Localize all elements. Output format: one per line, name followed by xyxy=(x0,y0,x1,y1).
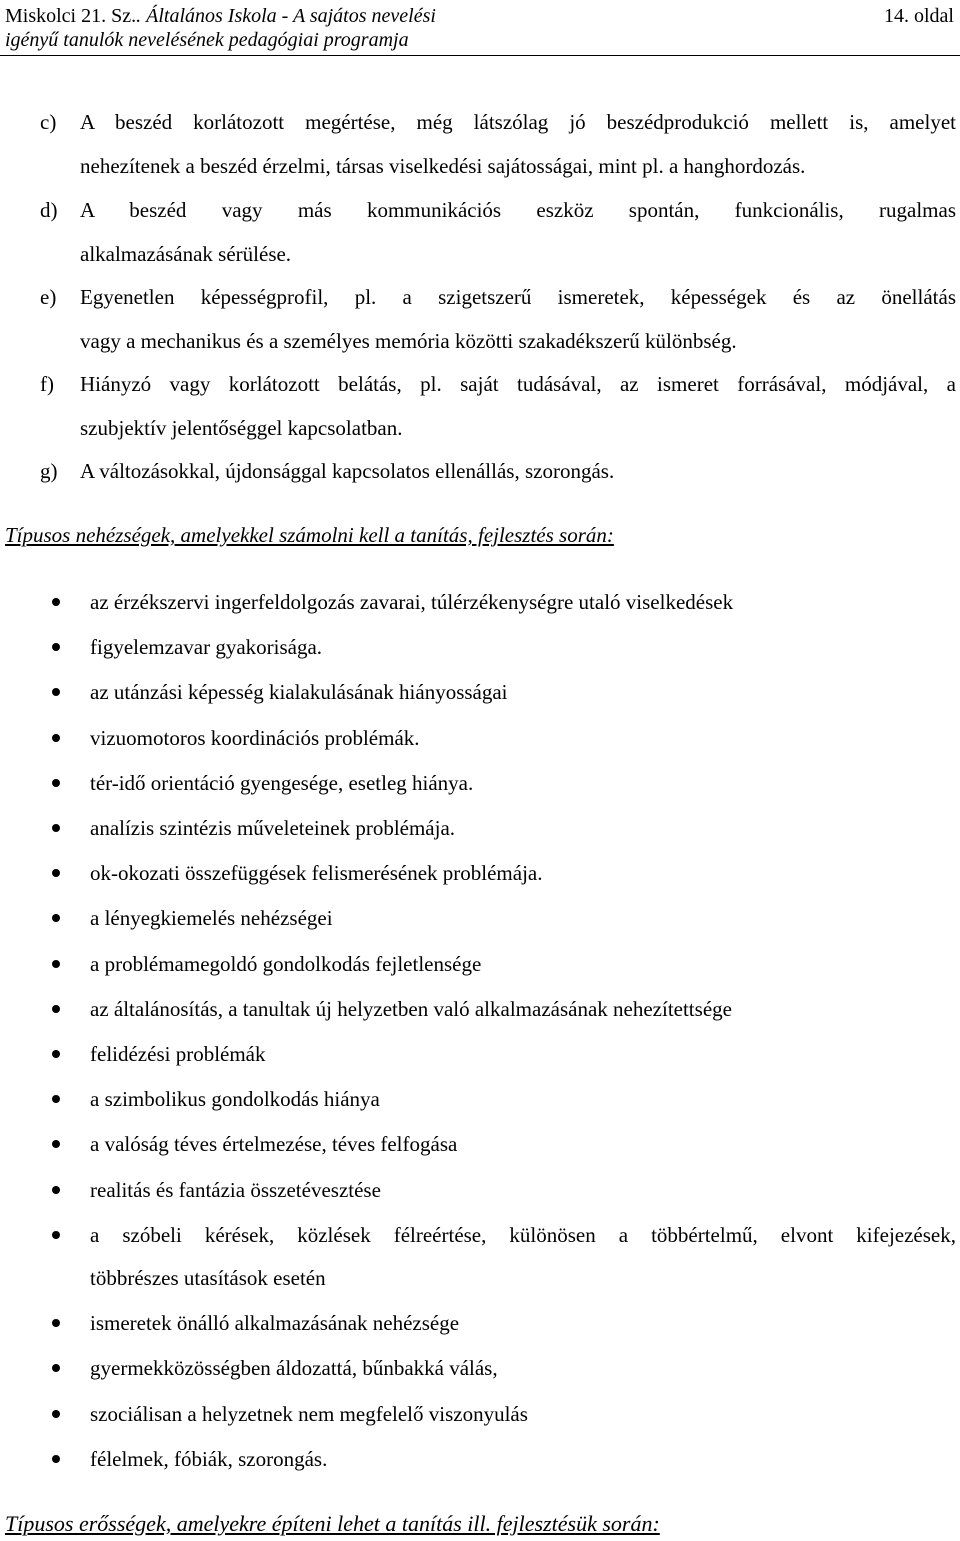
bullet-text: a lényegkiemelés nehézségei xyxy=(90,906,333,930)
list-text: szubjektív jelentőséggel kapcsolatban. xyxy=(80,416,403,440)
bullet-text: szociálisan a helyzetnek nem megfelelő viszonyulás xyxy=(90,1402,528,1426)
bullet-icon xyxy=(52,779,60,787)
list-marker: g) xyxy=(40,459,58,483)
bullet-icon xyxy=(52,1140,60,1148)
list-text: Hiányzó vagy korlátozott belátás, pl. saját tudásával, az ismeret forrásával, módjával, a xyxy=(80,372,956,396)
list-text: alkalmazásának sérülése. xyxy=(80,242,292,266)
bullet-text: a szóbeli kérések, közlések félreértése, különösen a többértelmű, elvont kifejezések, xyxy=(90,1223,956,1247)
bullet-icon xyxy=(52,1410,60,1418)
bullet-text: a szimbolikus gondolkodás hiánya xyxy=(90,1087,380,1111)
bullet-icon xyxy=(52,1095,60,1103)
bullet-icon xyxy=(52,1364,60,1372)
bullet-icon xyxy=(52,1231,60,1239)
section-heading-strengths: Típusos erősségek, amelyekre építeni lehet a tanítás ill. fejlesztésük során: xyxy=(5,1511,660,1536)
page-header xyxy=(0,0,960,56)
bullet-text: félelmek, fóbiák, szorongás. xyxy=(90,1447,328,1471)
list-text: A változásokkal, újdonsággal kapcsolatos ellenállás, szorongás. xyxy=(80,459,615,483)
list-text: Egyenetlen képességprofil, pl. a szigetszerű ismeretek, képességek és az önellátás xyxy=(80,285,956,309)
list-text: A beszéd korlátozott megértése, még látszólag jó beszédprodukció mellett is, amelyet xyxy=(80,110,956,134)
bullet-text: felidézési problémák xyxy=(90,1042,266,1066)
bullet-text: tér-idő orientáció gyengesége, esetleg hiánya. xyxy=(90,771,474,795)
bullet-text: a problémamegoldó gondolkodás fejletlensége xyxy=(90,952,482,976)
list-marker: f) xyxy=(40,372,54,396)
bullet-text: ismeretek önálló alkalmazásának nehézsége xyxy=(90,1311,460,1335)
list-text: nehezítenek a beszéd érzelmi, társas viselkedési sajátosságai, mint pl. a hanghordozás. xyxy=(80,154,806,178)
bullet-text: gyermekközösségben áldozattá, bűnbakká válás, xyxy=(90,1356,498,1380)
bullet-icon xyxy=(52,1455,60,1463)
bullet-icon xyxy=(52,643,60,651)
bullet-text: realitás és fantázia összetévesztése xyxy=(90,1178,381,1202)
list-marker: c) xyxy=(40,110,57,134)
bullet-text: az érzékszervi ingerfeldolgozás zavarai, túlérzékenységre utaló viselkedések xyxy=(90,590,734,614)
bullet-icon xyxy=(52,914,60,922)
bullet-text: ok-okozati összefüggések felismerésének problémája. xyxy=(90,861,543,885)
bullet-icon xyxy=(52,1319,60,1327)
bullet-text: figyelemzavar gyakorisága. xyxy=(90,635,323,659)
section-heading-difficulties: Típusos nehézségek, amelyekkel számolni kell a tanítás, fejlesztés során: xyxy=(5,523,614,547)
bullet-text: vizuomotoros koordinációs problémák. xyxy=(90,726,420,750)
bullet-icon xyxy=(52,1050,60,1058)
bullet-icon xyxy=(52,960,60,968)
bullet-text: az utánzási képesség kialakulásának hiányosságai xyxy=(90,680,508,704)
bullet-text: az általánosítás, a tanultak új helyzetben való alkalmazásának nehezítettsége xyxy=(90,997,732,1021)
list-marker: d) xyxy=(40,198,58,222)
bullet-text: a valóság téves értelmezése, téves felfogása xyxy=(90,1132,458,1156)
list-marker: e) xyxy=(40,285,57,309)
header-program-line: igényű tanulók nevelésének pedagógiai programja xyxy=(5,29,409,51)
list-text: A beszéd vagy más kommunikációs eszköz spontán, funkcionális, rugalmas xyxy=(80,198,956,222)
header-school-line: Miskolci 21. Sz.. Általános Iskola - A sajátos nevelési xyxy=(5,5,436,27)
bullet-icon xyxy=(52,598,60,606)
header-page-number: 14. oldal xyxy=(884,5,954,27)
bullet-text-continuation: többrészes utasítások esetén xyxy=(90,1266,326,1290)
bullet-icon xyxy=(52,869,60,877)
bullet-icon xyxy=(52,1005,60,1013)
bullet-icon xyxy=(52,1186,60,1194)
bullet-icon xyxy=(52,734,60,742)
bullet-icon xyxy=(52,824,60,832)
bullet-text: analízis szintézis műveleteinek problémája. xyxy=(90,816,456,840)
bullet-icon xyxy=(52,688,60,696)
list-text: vagy a mechanikus és a személyes memória közötti szakadékszerű különbség. xyxy=(80,329,737,353)
